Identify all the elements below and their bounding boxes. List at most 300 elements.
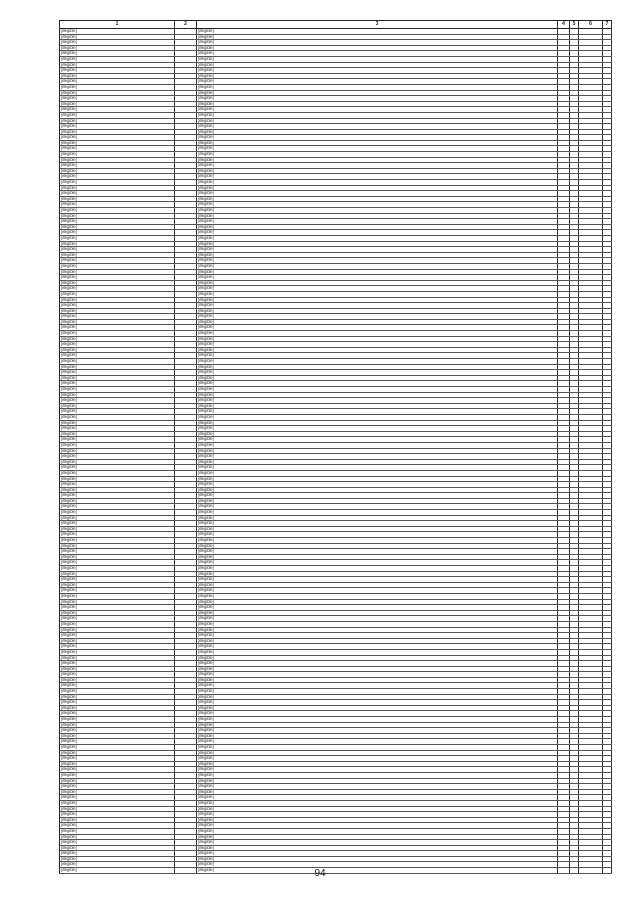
table-cell-col4 — [558, 672, 570, 677]
table-cell-col6 — [579, 409, 603, 414]
table-cell-col3: [illegible] — [197, 29, 558, 34]
table-cell-col6 — [579, 779, 603, 784]
table-cell-col4 — [558, 432, 570, 437]
table-cell-col7 — [603, 700, 612, 705]
table-cell-col3: [illegible] — [197, 857, 558, 862]
table-cell-col6 — [579, 510, 603, 515]
table-cell-col7 — [603, 594, 612, 599]
table-cell-col5 — [570, 488, 579, 493]
table-cell-col4 — [558, 242, 570, 247]
table-cell-col5 — [570, 588, 579, 593]
table-cell-col4 — [558, 365, 570, 370]
table-cell-col7 — [603, 795, 612, 800]
table-cell-col3: [illegible] — [197, 63, 558, 68]
table-cell-col5 — [570, 298, 579, 303]
table-cell-col6 — [579, 381, 603, 386]
table-cell-col3: [illegible] — [197, 426, 558, 431]
table-cell-col1: [illegible] — [60, 538, 175, 543]
table-cell-col4 — [558, 337, 570, 342]
table-cell-col2 — [175, 667, 197, 672]
table-cell-col4 — [558, 628, 570, 633]
table-cell-col6 — [579, 538, 603, 543]
table-cell-col2 — [175, 247, 197, 252]
table-cell-col3: [illegible] — [197, 544, 558, 549]
table-cell-col1: [illegible] — [60, 169, 175, 174]
table-cell-col6 — [579, 152, 603, 157]
table-cell-col6 — [579, 426, 603, 431]
table-cell-col4 — [558, 779, 570, 784]
table-cell-col1: [illegible] — [60, 862, 175, 867]
table-cell-col4 — [558, 426, 570, 431]
table-cell-col4 — [558, 63, 570, 68]
table-cell-col1: [illegible] — [60, 600, 175, 605]
table-cell-col3: [illegible] — [197, 751, 558, 756]
table-cell-col1: [illegible] — [60, 63, 175, 68]
table-cell-col7 — [603, 40, 612, 45]
table-cell-col3: [illegible] — [197, 309, 558, 314]
table-cell-col4 — [558, 230, 570, 235]
table-cell-col3: [illegible] — [197, 807, 558, 812]
table-cell-col3: [illegible] — [197, 734, 558, 739]
table-cell-col1: [illegible] — [60, 728, 175, 733]
table-cell-col3: [illegible] — [197, 588, 558, 593]
table-cell-col7 — [603, 504, 612, 509]
table-cell-col5 — [570, 35, 579, 40]
table-cell-col5 — [570, 560, 579, 565]
table-cell-col2 — [175, 292, 197, 297]
table-cell-col3: [illegible] — [197, 644, 558, 649]
table-cell-col5 — [570, 331, 579, 336]
table-cell-col6 — [579, 437, 603, 442]
table-cell-col6 — [579, 113, 603, 118]
table-cell-col2 — [175, 191, 197, 196]
table-cell-col5 — [570, 158, 579, 163]
table-cell-col7 — [603, 29, 612, 34]
table-cell-col7 — [603, 286, 612, 291]
table-cell-col7 — [603, 689, 612, 694]
table-cell-col7 — [603, 35, 612, 40]
table-cell-col2 — [175, 197, 197, 202]
table-cell-col6 — [579, 751, 603, 756]
table-cell-col1: [illegible] — [60, 135, 175, 140]
table-cell-col2 — [175, 700, 197, 705]
table-cell-col2 — [175, 527, 197, 532]
table-cell-col3: [illegible] — [197, 102, 558, 107]
table-cell-col1: [illegible] — [60, 325, 175, 330]
table-cell-col4 — [558, 723, 570, 728]
table-cell-col6 — [579, 286, 603, 291]
table-cell-col3: [illegible] — [197, 331, 558, 336]
table-cell-col5 — [570, 835, 579, 840]
table-cell-col4 — [558, 488, 570, 493]
table-cell-col1: [illegible] — [60, 588, 175, 593]
table-cell-col6 — [579, 544, 603, 549]
table-cell-col5 — [570, 113, 579, 118]
table-cell-col6 — [579, 835, 603, 840]
table-cell-col4 — [558, 616, 570, 621]
table-cell-col7 — [603, 756, 612, 761]
table-cell-col1: [illegible] — [60, 163, 175, 168]
table-cell-col1: [illegible] — [60, 465, 175, 470]
table-cell-col3: [illegible] — [197, 717, 558, 722]
table-cell-col1: [illegible] — [60, 158, 175, 163]
table-cell-col2 — [175, 325, 197, 330]
table-cell-col5 — [570, 264, 579, 269]
table-cell-col4 — [558, 751, 570, 756]
table-cell-col4 — [558, 281, 570, 286]
table-cell-col5 — [570, 745, 579, 750]
table-cell-col3: [illegible] — [197, 281, 558, 286]
table-cell-col3: [illegible] — [197, 790, 558, 795]
table-cell-col7 — [603, 639, 612, 644]
table-cell-col6 — [579, 158, 603, 163]
table-cell-col1: [illegible] — [60, 107, 175, 112]
table-cell-col5 — [570, 236, 579, 241]
table-cell-col5 — [570, 762, 579, 767]
table-cell-col1: [illegible] — [60, 29, 175, 34]
table-cell-col3: [illegible] — [197, 404, 558, 409]
table-cell-col5 — [570, 477, 579, 482]
table-cell-col2 — [175, 566, 197, 571]
table-cell-col5 — [570, 812, 579, 817]
table-cell-col2 — [175, 488, 197, 493]
table-cell-col6 — [579, 169, 603, 174]
table-cell-col1: [illegible] — [60, 700, 175, 705]
table-cell-col5 — [570, 202, 579, 207]
table-cell-col3: [illegible] — [197, 656, 558, 661]
table-cell-col2 — [175, 113, 197, 118]
table-cell-col3: [illegible] — [197, 186, 558, 191]
table-cell-col7 — [603, 141, 612, 146]
table-cell-col4 — [558, 555, 570, 560]
table-cell-col3: [illegible] — [197, 85, 558, 90]
table-cell-col3: [illegible] — [197, 443, 558, 448]
table-cell-col5 — [570, 862, 579, 867]
table-cell-col3: [illegible] — [197, 353, 558, 358]
table-cell-col4 — [558, 79, 570, 84]
table-cell-col6 — [579, 40, 603, 45]
table-cell-col7 — [603, 678, 612, 683]
table-cell-col5 — [570, 516, 579, 521]
table-cell-col4 — [558, 851, 570, 856]
table-cell-col4 — [558, 795, 570, 800]
table-cell-col1: [illegible] — [60, 818, 175, 823]
table-cell-col7 — [603, 644, 612, 649]
table-cell-col1: [illegible] — [60, 594, 175, 599]
table-cell-col1: [illegible] — [60, 577, 175, 582]
table-cell-col5 — [570, 325, 579, 330]
table-cell-col3: [illegible] — [197, 398, 558, 403]
table-cell-col2 — [175, 795, 197, 800]
table-cell-col2 — [175, 767, 197, 772]
table-cell-col1: [illegible] — [60, 566, 175, 571]
table-cell-col5 — [570, 174, 579, 179]
table-cell-col4 — [558, 275, 570, 280]
table-cell-col5 — [570, 482, 579, 487]
table-cell-col1: [illegible] — [60, 835, 175, 840]
table-cell-col5 — [570, 63, 579, 68]
table-cell-col4 — [558, 846, 570, 851]
table-cell-col7 — [603, 818, 612, 823]
table-cell-col5 — [570, 281, 579, 286]
table-cell-col6 — [579, 516, 603, 521]
table-cell-col3: [illegible] — [197, 482, 558, 487]
table-cell-col2 — [175, 443, 197, 448]
table-cell-col2 — [175, 415, 197, 420]
table-cell-col6 — [579, 488, 603, 493]
table-cell-col1: [illegible] — [60, 521, 175, 526]
table-cell-col1: [illegible] — [60, 857, 175, 862]
table-cell-col7 — [603, 303, 612, 308]
table-cell-col3: [illegible] — [197, 739, 558, 744]
table-cell-col6 — [579, 762, 603, 767]
table-cell-col4 — [558, 409, 570, 414]
table-cell-col7 — [603, 342, 612, 347]
table-cell-col6 — [579, 180, 603, 185]
table-cell-col6 — [579, 767, 603, 772]
table-cell-col2 — [175, 449, 197, 454]
table-cell-col5 — [570, 337, 579, 342]
table-cell-col4 — [558, 728, 570, 733]
table-cell-col2 — [175, 303, 197, 308]
table-cell-col2 — [175, 124, 197, 129]
table-cell-col6 — [579, 102, 603, 107]
table-cell-col7 — [603, 482, 612, 487]
table-cell-col6 — [579, 46, 603, 51]
table-cell-col4 — [558, 208, 570, 213]
table-cell-col1: [illegible] — [60, 320, 175, 325]
table-cell-col4 — [558, 119, 570, 124]
table-cell-col3: [illegible] — [197, 342, 558, 347]
table-cell-col4 — [558, 40, 570, 45]
table-cell-col4 — [558, 700, 570, 705]
table-cell-col3: [illegible] — [197, 818, 558, 823]
table-cell-col2 — [175, 365, 197, 370]
table-cell-col2 — [175, 807, 197, 812]
table-cell-col5 — [570, 739, 579, 744]
table-cell-col6 — [579, 633, 603, 638]
table-cell-col6 — [579, 51, 603, 56]
table-cell-col1: [illegible] — [60, 482, 175, 487]
table-cell-col1: [illegible] — [60, 583, 175, 588]
table-cell-col4 — [558, 35, 570, 40]
table-cell-col4 — [558, 572, 570, 577]
column-header-6: 6 — [579, 21, 603, 28]
table-cell-col1: [illegible] — [60, 723, 175, 728]
table-cell-col7 — [603, 801, 612, 806]
table-cell-col6 — [579, 85, 603, 90]
table-cell-col5 — [570, 823, 579, 828]
table-cell-col6 — [579, 68, 603, 73]
table-cell-col2 — [175, 208, 197, 213]
table-cell-col3: [illegible] — [197, 728, 558, 733]
table-cell-col6 — [579, 851, 603, 856]
table-cell-col4 — [558, 812, 570, 817]
table-cell-col7 — [603, 359, 612, 364]
table-cell-col4 — [558, 85, 570, 90]
table-cell-col3: [illegible] — [197, 661, 558, 666]
table-cell-col5 — [570, 292, 579, 297]
table-cell-col7 — [603, 460, 612, 465]
table-cell-col3: [illegible] — [197, 449, 558, 454]
table-cell-col2 — [175, 689, 197, 694]
table-cell-col6 — [579, 723, 603, 728]
table-cell-col2 — [175, 96, 197, 101]
table-cell-col7 — [603, 107, 612, 112]
table-cell-col1: [illegible] — [60, 689, 175, 694]
table-cell-col7 — [603, 717, 612, 722]
table-cell-col3: [illegible] — [197, 320, 558, 325]
table-cell-col5 — [570, 779, 579, 784]
table-cell-col5 — [570, 639, 579, 644]
table-cell-col3: [illegible] — [197, 197, 558, 202]
table-cell-col5 — [570, 566, 579, 571]
table-cell-col3: [illegible] — [197, 180, 558, 185]
table-cell-col3: [illegible] — [197, 303, 558, 308]
table-cell-col3: [illegible] — [197, 767, 558, 772]
table-cell-col1: [illegible] — [60, 152, 175, 157]
table-cell-col7 — [603, 544, 612, 549]
table-cell-col6 — [579, 63, 603, 68]
table-cell-col1: [illegible] — [60, 130, 175, 135]
table-cell-col2 — [175, 661, 197, 666]
table-cell-col6 — [579, 818, 603, 823]
table-cell-col6 — [579, 745, 603, 750]
table-cell-col4 — [558, 829, 570, 834]
table-cell-col7 — [603, 846, 612, 851]
table-cell-col5 — [570, 309, 579, 314]
table-cell-col5 — [570, 471, 579, 476]
table-cell-col3: [illegible] — [197, 510, 558, 515]
table-cell-col5 — [570, 504, 579, 509]
table-cell-col6 — [579, 359, 603, 364]
table-cell-col1: [illegible] — [60, 661, 175, 666]
table-cell-col5 — [570, 46, 579, 51]
table-cell-col1: [illegible] — [60, 113, 175, 118]
table-cell-col5 — [570, 661, 579, 666]
table-cell-col3: [illegible] — [197, 253, 558, 258]
table-cell-col4 — [558, 135, 570, 140]
table-cell-col4 — [558, 51, 570, 56]
table-cell-col2 — [175, 521, 197, 526]
table-cell-col3: [illegible] — [197, 566, 558, 571]
table-cell-col2 — [175, 404, 197, 409]
table-cell-col6 — [579, 706, 603, 711]
table-cell-col7 — [603, 146, 612, 151]
table-cell-col2 — [175, 739, 197, 744]
table-cell-col3: [illegible] — [197, 846, 558, 851]
works-table — [59, 20, 612, 874]
table-cell-col1: [illegible] — [60, 40, 175, 45]
table-cell-col4 — [558, 102, 570, 107]
table-cell-col5 — [570, 728, 579, 733]
table-cell-col2 — [175, 102, 197, 107]
table-cell-col5 — [570, 711, 579, 716]
table-cell-col1: [illegible] — [60, 840, 175, 845]
table-cell-col1: [illegible] — [60, 298, 175, 303]
table-cell-col1: [illegible] — [60, 488, 175, 493]
table-cell-col4 — [558, 169, 570, 174]
table-cell-col5 — [570, 169, 579, 174]
table-cell-col3: [illegible] — [197, 40, 558, 45]
table-cell-col6 — [579, 96, 603, 101]
table-cell-col2 — [175, 857, 197, 862]
table-cell-col5 — [570, 214, 579, 219]
table-cell-col5 — [570, 818, 579, 823]
table-cell-col6 — [579, 202, 603, 207]
table-cell-col3: [illegible] — [197, 538, 558, 543]
table-cell-col5 — [570, 683, 579, 688]
table-cell-col4 — [558, 398, 570, 403]
table-cell-col1: [illegible] — [60, 91, 175, 96]
table-cell-col2 — [175, 717, 197, 722]
table-cell-col3: [illegible] — [197, 689, 558, 694]
table-cell-col3: [illegible] — [197, 437, 558, 442]
table-cell-col4 — [558, 706, 570, 711]
table-cell-col7 — [603, 130, 612, 135]
table-cell-col2 — [175, 656, 197, 661]
table-cell-col6 — [579, 555, 603, 560]
table-cell-col1: [illegible] — [60, 795, 175, 800]
table-cell-col5 — [570, 644, 579, 649]
table-cell-col2 — [175, 493, 197, 498]
table-cell-col4 — [558, 376, 570, 381]
table-cell-col3: [illegible] — [197, 560, 558, 565]
table-cell-col2 — [175, 275, 197, 280]
table-cell-col5 — [570, 521, 579, 526]
column-header-1: 1 — [60, 21, 175, 28]
table-cell-col1: [illegible] — [60, 812, 175, 817]
table-cell-col6 — [579, 801, 603, 806]
table-cell-col7 — [603, 253, 612, 258]
table-cell-col1: [illegible] — [60, 348, 175, 353]
table-cell-col2 — [175, 460, 197, 465]
table-cell-col4 — [558, 762, 570, 767]
table-cell-col2 — [175, 695, 197, 700]
table-cell-col1: [illegible] — [60, 214, 175, 219]
table-cell-col1: [illegible] — [60, 706, 175, 711]
table-cell-col7 — [603, 51, 612, 56]
table-cell-col2 — [175, 421, 197, 426]
table-cell-col1: [illegible] — [60, 504, 175, 509]
table-cell-col1: [illegible] — [60, 477, 175, 482]
table-cell-col7 — [603, 488, 612, 493]
table-cell-col7 — [603, 298, 612, 303]
table-cell-col1: [illegible] — [60, 275, 175, 280]
table-cell-col4 — [558, 303, 570, 308]
table-cell-col3: [illegible] — [197, 91, 558, 96]
table-cell-col4 — [558, 449, 570, 454]
table-cell-col7 — [603, 695, 612, 700]
table-cell-col4 — [558, 516, 570, 521]
table-cell-col1: [illegible] — [60, 868, 175, 873]
table-cell-col3: [illegible] — [197, 258, 558, 263]
table-cell-col1: [illegible] — [60, 96, 175, 101]
table-cell-col1: [illegible] — [60, 829, 175, 834]
table-cell-col2 — [175, 119, 197, 124]
table-cell-col4 — [558, 258, 570, 263]
table-cell-col3: [illegible] — [197, 68, 558, 73]
table-cell-col7 — [603, 230, 612, 235]
table-cell-col5 — [570, 795, 579, 800]
table-cell-col4 — [558, 756, 570, 761]
table-cell-col4 — [558, 353, 570, 358]
table-cell-col3: [illegible] — [197, 616, 558, 621]
table-cell-col6 — [579, 186, 603, 191]
table-cell-col7 — [603, 91, 612, 96]
table-cell-col2 — [175, 611, 197, 616]
table-cell-col1: [illegible] — [60, 342, 175, 347]
